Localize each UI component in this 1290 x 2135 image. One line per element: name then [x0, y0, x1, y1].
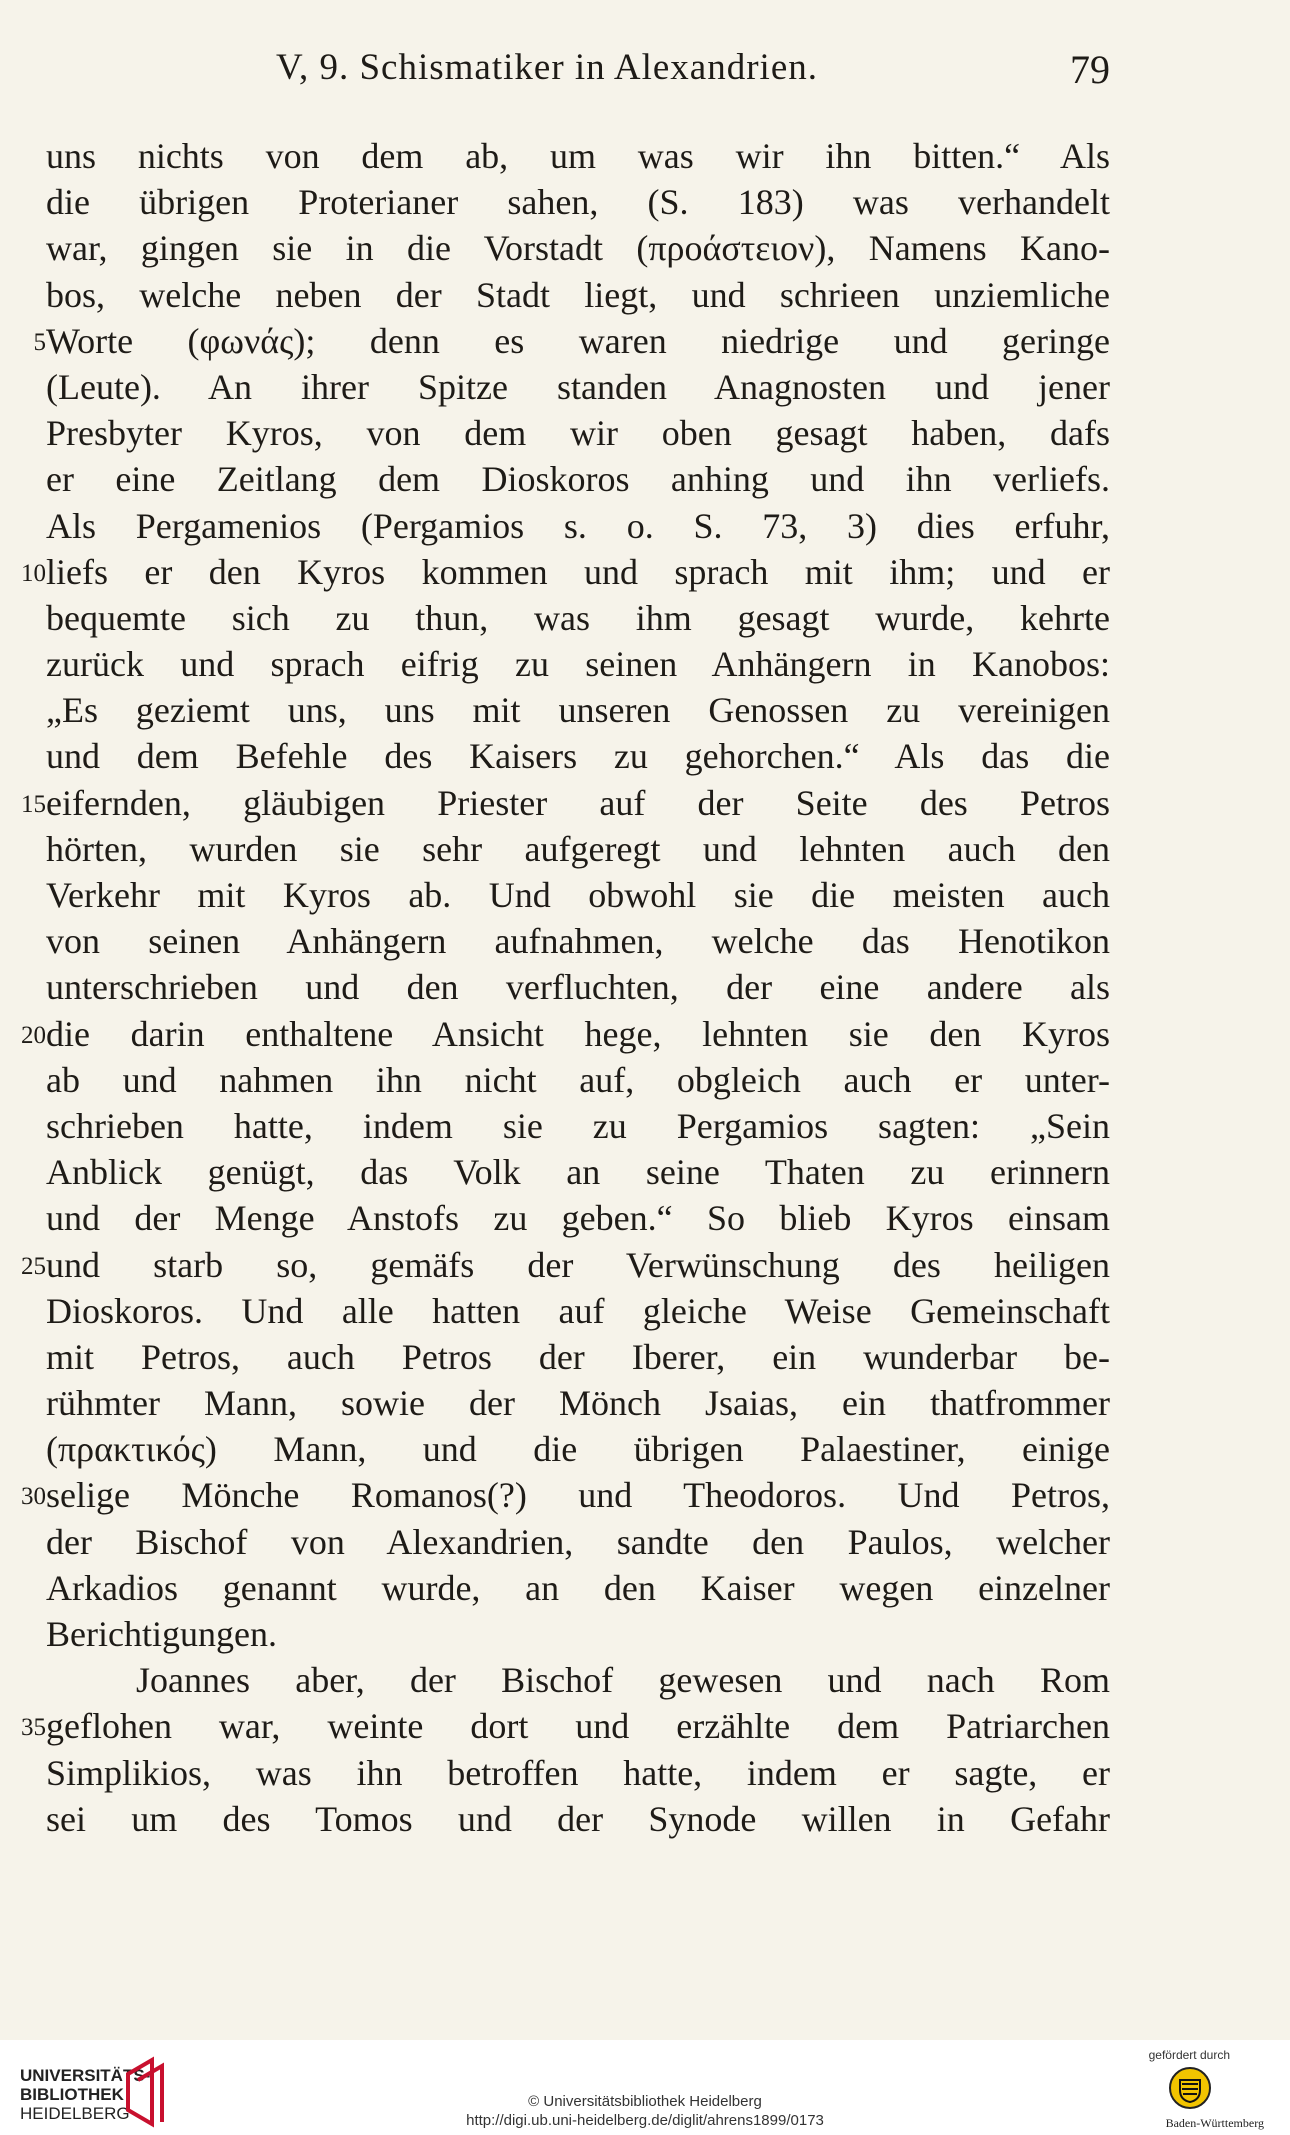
line-number: 5: [33, 328, 46, 356]
library-name-line3: HEIDELBERG: [20, 2104, 130, 2123]
line-text: Verkehr mit Kyros ab. Und obwohl sie die meisten auch: [46, 875, 1110, 915]
text-line: [0, 1196, 1290, 1242]
line-number: 15: [21, 790, 46, 818]
text-line: [0, 226, 1290, 272]
page-header: [46, 46, 1110, 96]
footer: [0, 2040, 1290, 2135]
line-text: die darin enthaltene Ansicht hege, lehnten sie den Kyros: [46, 1013, 1110, 1054]
text-line: [0, 596, 1290, 642]
text-line: [0, 1243, 1290, 1289]
text-line: [0, 411, 1290, 457]
line-text: Simplikios, was ihn betroffen hatte, indem er sagte, er: [46, 1752, 1110, 1793]
line-text: Anblick genügt, das Volk an seine Thaten zu erinnern: [46, 1152, 1110, 1193]
text-line: [0, 1704, 1290, 1750]
text-line: [0, 827, 1290, 873]
line-text: und starb so, gemäfs der Verwünschung des heiligen: [46, 1244, 1110, 1285]
text-line: [0, 919, 1290, 965]
line-text: (Leute). An ihrer Spitze standen Anagnosten und jener: [46, 366, 1110, 407]
text-line: [0, 1289, 1290, 1335]
text-line: [0, 734, 1290, 780]
copyright-text: © Universitätsbibliothek Heidelberg: [528, 2093, 762, 2110]
line-text: er eine Zeitlang dem Dioskoros anhing und ihn verliefs.: [46, 459, 1110, 500]
text-line: [0, 319, 1290, 365]
line-text: selige Mönche Romanos(?) und Theodoros. Und Petros,: [46, 1475, 1110, 1516]
line-text: der Bischof von Alexandrien, sandte den Paulos, welcher: [46, 1521, 1110, 1562]
text-line: [0, 504, 1290, 550]
text-line: [0, 1058, 1290, 1104]
line-text: Als Pergamenios (Pergamios s. o. S. 73, 3) dies erfuhr,: [46, 505, 1110, 546]
page-number: 79: [1070, 47, 1110, 92]
line-text: Dioskoros. Und alle hatten auf gleiche Weise Gemeinschaft: [46, 1290, 1110, 1331]
line-text: (πρακτικός) Mann, und die übrigen Palaestiner, einige: [46, 1429, 1110, 1470]
text-line: [0, 1566, 1290, 1612]
text-line: [0, 365, 1290, 411]
funding-name: Baden-Württemberg: [1165, 2116, 1264, 2130]
text-line: [0, 1427, 1290, 1473]
text-line: [0, 642, 1290, 688]
running-title: V, 9. Schismatiker in Alexandrien.: [276, 47, 818, 88]
line-text: eifernden, gläubigen Priester auf der Seite des Petros: [46, 782, 1110, 823]
line-text: uns nichts von dem ab, um was wir ihn bitten.“ Als: [46, 136, 1110, 176]
line-text: war, gingen sie in die Vorstadt (προάστειον), Namens Kano-: [46, 228, 1110, 269]
text-line: [0, 1335, 1290, 1381]
line-text: unterschrieben und den verfluchten, der eine andere als: [46, 967, 1110, 1008]
line-text: Worte (φωνάς); denn es waren niedrige und geringe: [46, 320, 1110, 361]
line-text: und dem Befehle des Kaisers zu gehorchen.“ Als das die: [46, 736, 1110, 777]
line-text: bequemte sich zu thun, was ihm gesagt wurde, kehrte: [46, 597, 1110, 638]
line-text: zurück und sprach eifrig zu seinen Anhängern in Kanobos:: [46, 644, 1110, 685]
line-text: „Es geziemt uns, uns mit unseren Genossen zu vereinigen: [46, 690, 1110, 731]
text-line: [0, 180, 1290, 226]
text-line: [0, 1473, 1290, 1519]
line-text: Berichtigungen.: [46, 1614, 277, 1654]
line-number: 20: [21, 1021, 46, 1049]
text-line: [0, 1150, 1290, 1196]
line-text: bos, welche neben der Stadt liegt, und schrieen unziemliche: [46, 274, 1110, 315]
text-line: [0, 134, 1290, 180]
line-text: mit Petros, auch Petros der Iberer, ein wunderbar be-: [46, 1336, 1110, 1377]
line-text: ab und nahmen ihn nicht auf, obgleich auch er unter-: [46, 1059, 1110, 1100]
text-line: [0, 781, 1290, 827]
text-line: [0, 1751, 1290, 1797]
line-text: rühmter Mann, sowie der Mönch Jsaias, ein thatfrommer: [46, 1383, 1110, 1424]
line-text: Arkadios genannt wurde, an den Kaiser wegen einzelner: [46, 1567, 1110, 1608]
permalink[interactable]: http://digi.ub.uni-heidelberg.de/diglit/ahrens1899/0173: [466, 2112, 824, 2129]
body-text: [0, 134, 1290, 1843]
funding-label: gefördert durch: [1148, 2048, 1230, 2062]
text-line: [0, 273, 1290, 319]
text-line: [0, 1612, 1290, 1658]
library-name-line2: BIBLIOTHEK: [20, 2085, 124, 2104]
text-line: [0, 1658, 1290, 1704]
text-line: [0, 688, 1290, 734]
line-text: liefs er den Kyros kommen und sprach mit ihm; und er: [46, 551, 1110, 592]
line-text: hörten, wurden sie sehr aufgeregt und lehnten auch den: [46, 828, 1110, 869]
text-line: [0, 457, 1290, 503]
line-text: geflohen war, weinte dort und erzählte dem Patriarchen: [46, 1706, 1110, 1747]
line-text: sei um des Tomos und der Synode willen in Gefahr: [46, 1798, 1110, 1839]
text-line: [0, 1104, 1290, 1150]
text-line: [0, 965, 1290, 1011]
copyright-notice: [0, 2092, 1290, 2130]
line-number: 10: [21, 559, 46, 587]
line-text: Presbyter Kyros, von dem wir oben gesagt haben, dafs: [46, 413, 1110, 454]
text-line: [0, 873, 1290, 919]
text-line: [0, 1520, 1290, 1566]
line-number: 35: [21, 1714, 46, 1742]
library-name-line1: UNIVERSITÄTS-: [20, 2066, 151, 2085]
baden-wuerttemberg-crest-icon: [1168, 2066, 1212, 2110]
text-line: [0, 1797, 1290, 1843]
text-line: [0, 550, 1290, 596]
line-number: 30: [21, 1483, 46, 1511]
line-text: schrieben hatte, indem sie zu Pergamios sagten: „Sein: [46, 1105, 1110, 1146]
line-text: und der Menge Anstofs zu geben.“ So blieb Kyros einsam: [46, 1198, 1110, 1239]
line-text: von seinen Anhängern aufnahmen, welche das Henotikon: [46, 921, 1110, 962]
line-text: die übrigen Proterianer sahen, (S. 183) was verhandelt: [46, 182, 1110, 223]
line-text: Joannes aber, der Bischof gewesen und nach Rom: [136, 1660, 1110, 1701]
text-line: [0, 1012, 1290, 1058]
text-line: [0, 1381, 1290, 1427]
line-number: 25: [21, 1252, 46, 1280]
